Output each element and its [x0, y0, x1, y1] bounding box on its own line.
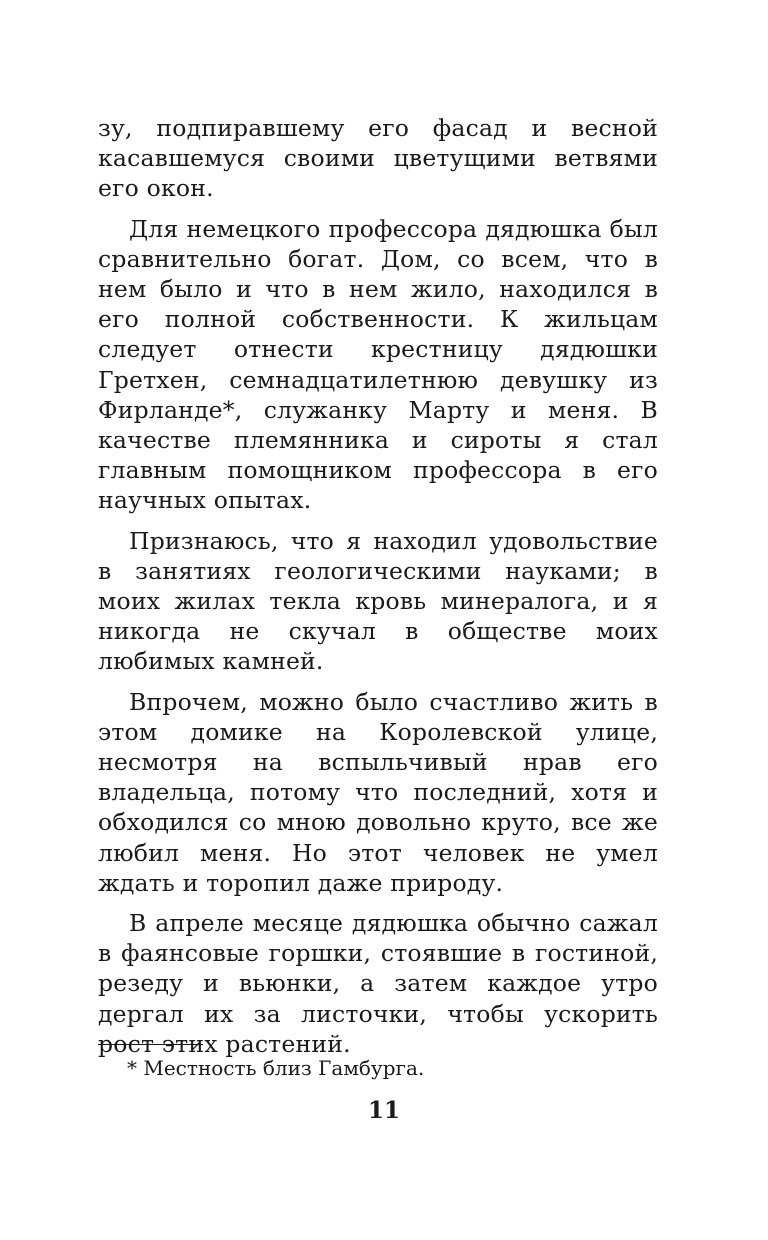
paragraph-2: Для немецкого профессора дядюшка был сравнительно богат. Дом, со всем, что в нем было и что в нем жило, находился в его полной собственности. К жильцам следует отнести крестницу дядюшки Гретхен, семнадцатилетнюю девушку из Фирланде*, служанку Марту и меня. В качестве племянника и сироты я стал главным помощником профессора в его научных опытах.: [98, 214, 658, 515]
paragraph-1: зу, подпиравшему его фасад и весной касавшемуся своими цветущими ветвями его окон.: [98, 114, 658, 203]
paragraph-3: Признаюсь, что я находил удовольствие в занятиях геологическими науками; в моих жилах текла кровь минералога, и я никогда не скучал в обществе моих любимых камней.: [98, 526, 658, 676]
page-number: 11: [367, 1097, 400, 1124]
footnote: * Местность близ Гамбурга.: [127, 1056, 425, 1080]
footnote-divider: [98, 1044, 203, 1045]
paragraph-4: Впрочем, можно было счастливо жить в этом домике на Королевской улице, несмотря на вспыльчивый нрав его владельца, потому что последний, хотя и обходился со мною довольно круто, все же любил меня. Но этот человек не умел ждать и торопил даже природу.: [98, 687, 658, 897]
paragraph-5: В апреле месяце дядюшка обычно сажал в фаянсовые горшки, стоявшие в гостиной, резеду и вьюнки, а затем каждое утро дергал их за листочки, чтобы ускорить рост этих растений.: [98, 909, 658, 1058]
book-page-body: [98, 113, 658, 1069]
